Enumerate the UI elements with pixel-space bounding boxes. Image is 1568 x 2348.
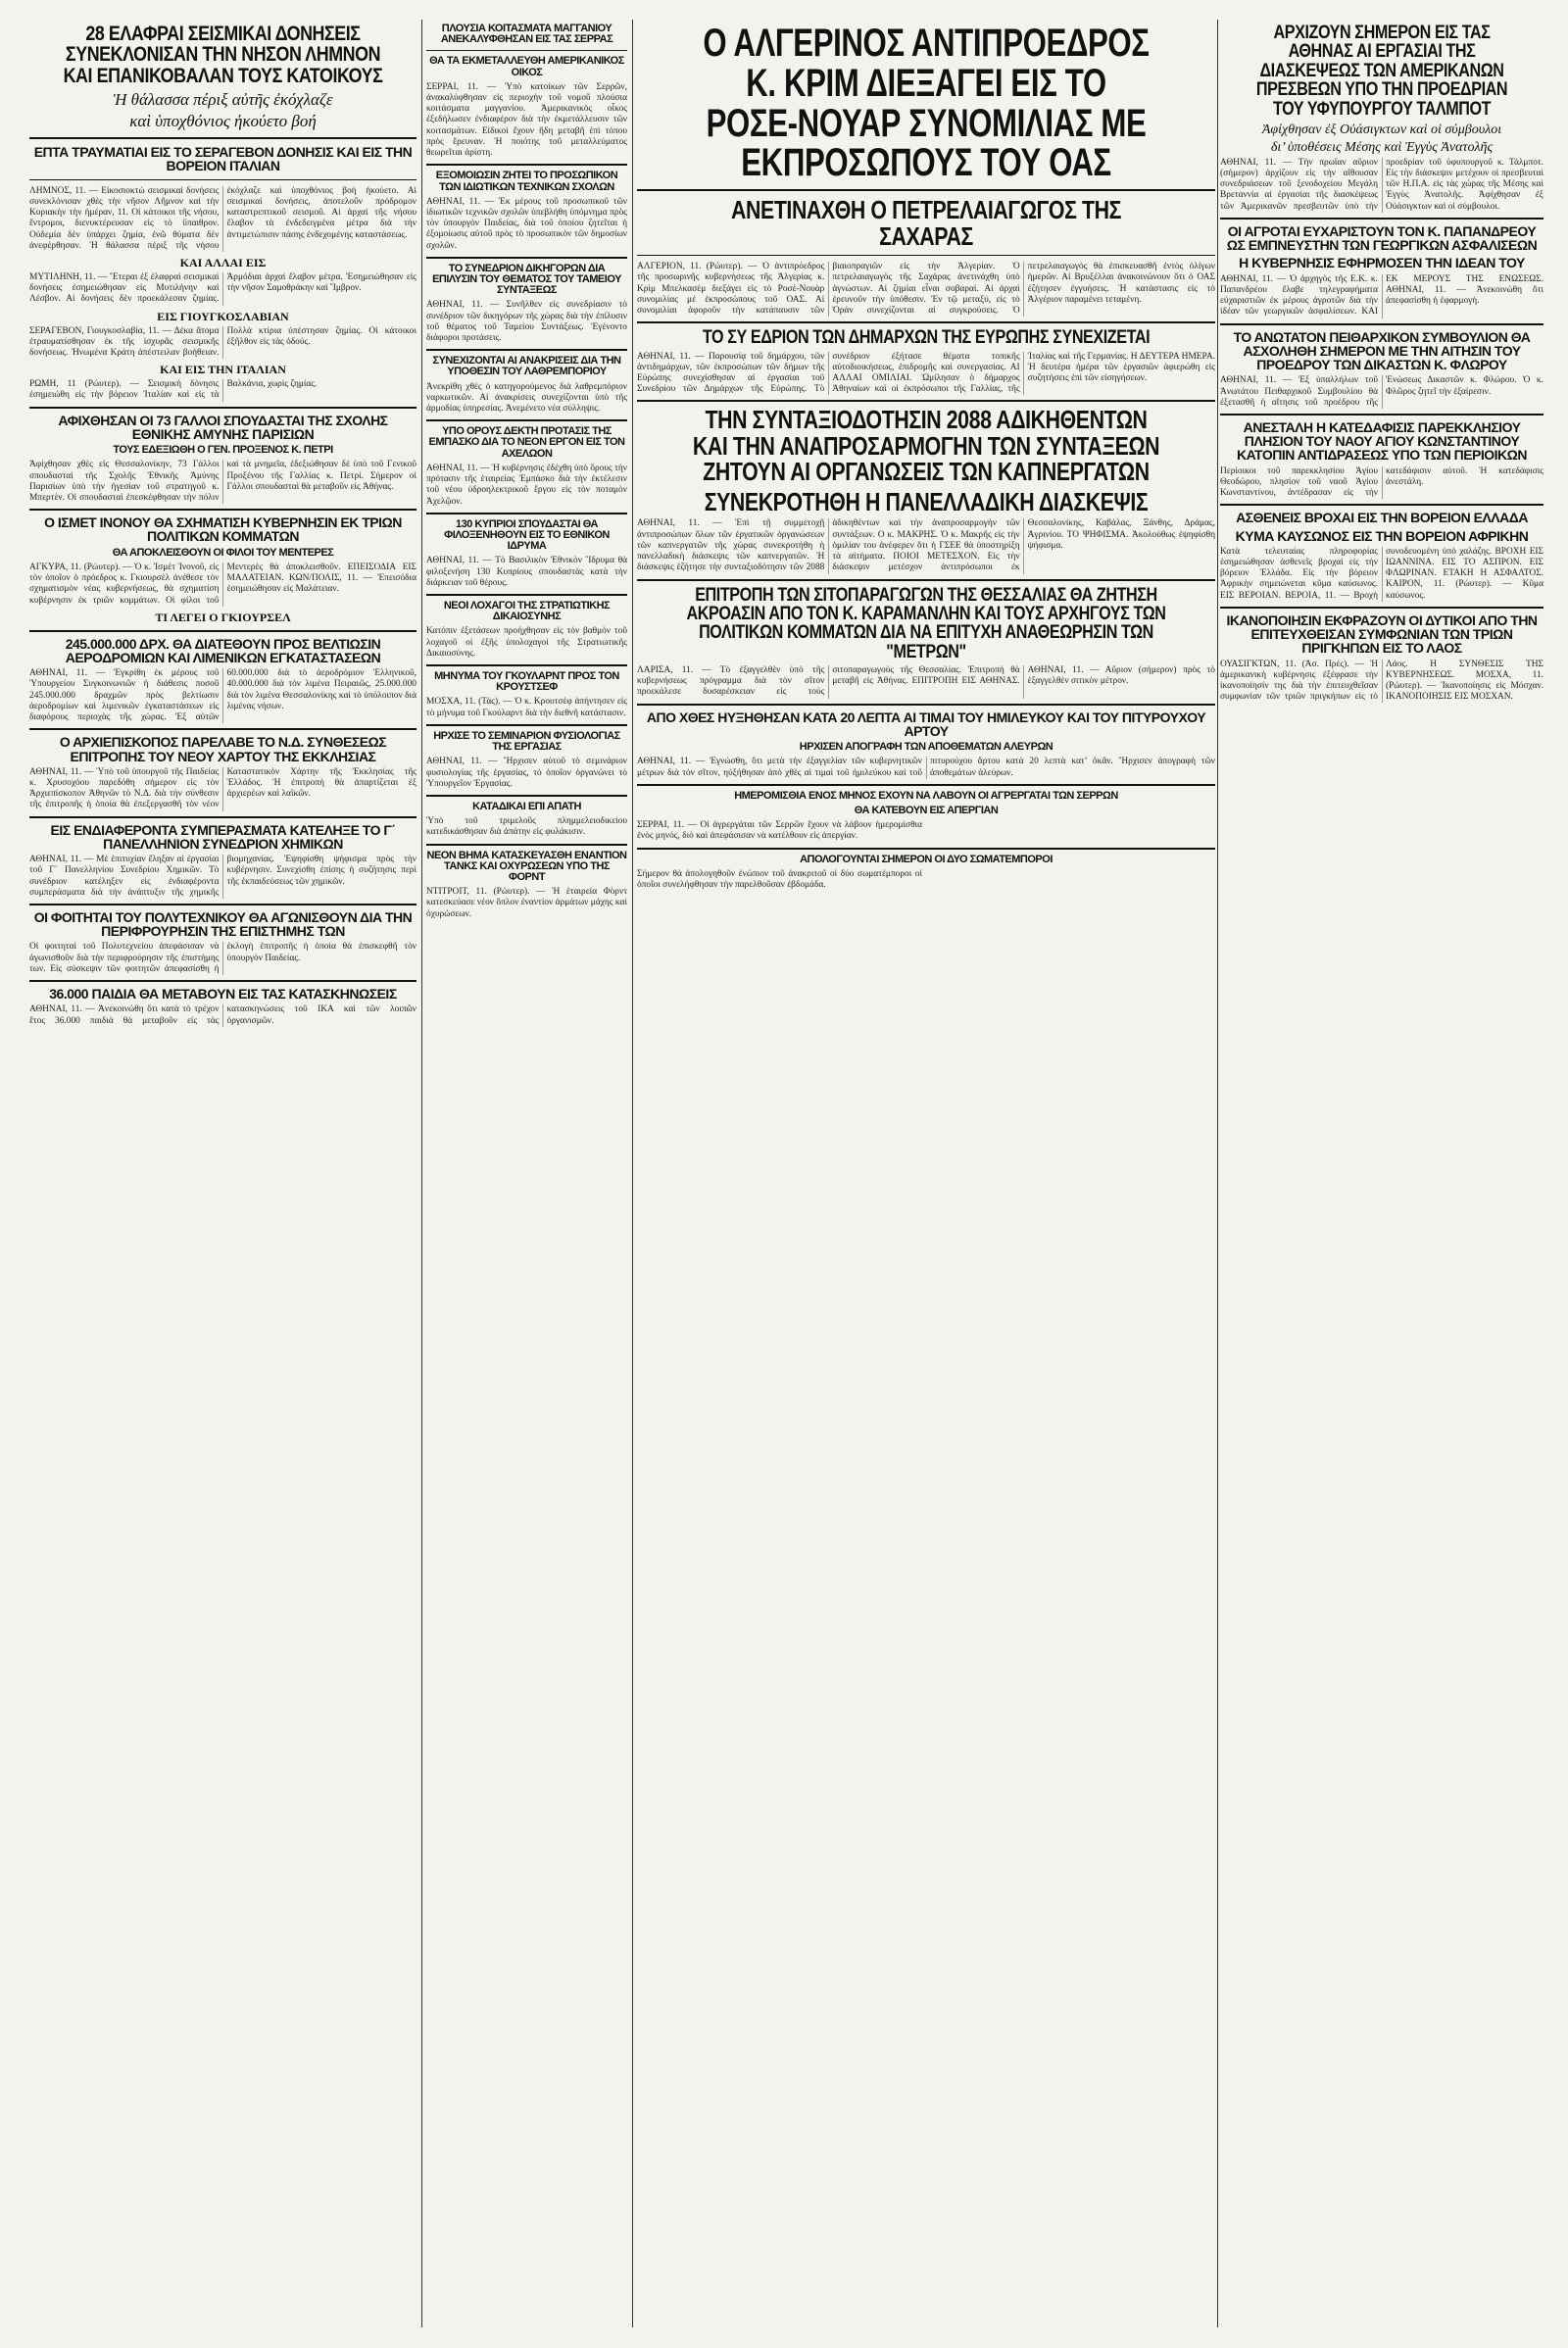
krim-article: ΑΛΓΕΡΙΟΝ, 11. (Ρώυτερ). — Ὁ ἀντιπρόεδρος τῆς προσωρινῆς κυβερνήσεως τῆς Ἀλγερίας κ. Κρὶμ Μπελκασὲμ διεξάγει εἰς τὸ Ροσὲ-Νουὰρ συνομιλίας μὲ ἐκπροσώπους τοῦ ΟΑΣ. Αἱ συνομιλίαι ἀφοροῦν τὴν κατάπαυσιν τῶν βιαιοπραγιῶν εἰς τὴν Ἀλγερίαν. Ὁ πετρελαιαγωγὸς τῆς Σαχάρας ἀνετινάχθη ὑπὸ ἀγνώστων. Αἱ ζημίαι εἶναι σοβαραί. Αἱ ἀρχαὶ ἐρευνοῦν τὴν ὑπόθεσιν. Ἐν τῷ μεταξύ, εἰς τὸ Ὀράν συνεχίζονται αἱ συγκρούσεις. Ὁ πετρελαιαγωγὸς θὰ ἐπισκευασθῆ ἐντὸς ὀλίγων ἡμερῶν. Αἱ Βρυξέλλαι ἀνακοινώνουν ὅτι ὁ ΟΑΣ ἐζήτησεν ἐγγυήσεις. Ἡ κατάστασις εἰς τὸ Ἀλγέριον παραμένει τεταμένη. — [637, 262, 1215, 317]
column-rule — [421, 20, 422, 2327]
khrushchev-headline: ΜΗΝΥΜΑ ΤΟΥ ΓΚΟΥΛΑΡΝΤ ΠΡΟΣ ΤΟΝ ΚΡΟΥΣΤΣΕΦ — [434, 670, 619, 694]
farmers-subhead: Η ΚΥΒΕΡΝΗΣΙΣ ΕΦΗΡΜΟΣΕΝ ΤΗΝ ΙΔΕΑΝ ΤΟΥ — [1239, 255, 1525, 271]
manganese-article: ΣΕΡΡΑΙ, 11. — Ὑπὸ κατοίκων τῶν Σερρῶν, ἀνακαλύφθησαν εἰς περιοχὴν τοῦ νομοῦ πλούσια κοιτάσματα μαγγανίου. Ἀμερικανικὸς οἶκος ἐξεδήλωσεν ἐνδιαφέρον διὰ τὴν ἐκμετάλλευσιν τῶν κοιτασμάτων. Εἰδικοὶ ἔχουν ἤδη μεταβῆ ἐπὶ τόπου πρὸς ἔρευναν. Ἡ ποιότης τοῦ μεταλλεύματος θεωρεῖται ἀρίστη. — [426, 81, 627, 159]
pensions-subhead: ΣΥΝΕΚΡΟΤΗΘΗ Η ΠΑΝΕΛΛΑΔΙΚΗ ΔΙΑΣΚΕΨΙΣ — [704, 486, 1149, 516]
krim-headline: Ο ΑΛΓΕΡΙΝΟΣ ΑΝΤΙΠΡΟΕΔΡΟΣ Κ. ΚΡΙΜ ΔΙΕΞΑΓΕΙ ΕΙΣ ΤΟ ΡΟΣΕ-ΝΟΥΑΡ ΣΥΝΟΜΙΛΙΑΣ ΜΕ ΕΚΠΡΟΣΩΠΟΥΣ ΤΟΥ ΟΑΣ — [703, 22, 1150, 185]
church-article: ΑΘΗΝΑΙ, 11. — Ὑπὸ τοῦ ὑπουργοῦ τῆς Παιδείας κ. Χρυσοχόου παρεδόθη σήμερον εἰς τὸν Ἀρχιεπίσκοπον Ἀθηνῶν τὸ Ν.Δ. διὰ τὴν σύνθεσιν τῆς ἐπιτροπῆς ἡ ὁποία θὰ ἐπεξεργασθῆ τὸν νέον Καταστατικὸν Χάρτην τῆς Ἐκκλησίας τῆς Ἑλλάδος. Ἡ ἐπιτροπὴ θὰ ἀπαρτίζεται ἐξ ἀρχιερέων καὶ λαϊκῶν. — [29, 766, 416, 810]
thessaly-headline: ΕΠΙΤΡΟΠΗ ΤΩΝ ΣΙΤΟΠΑΡΑΓΩΓΩΝ ΤΗΣ ΘΕΣΣΑΛΙΑΣ ΘΑ ΖΗΤΗΣΗ ΑΚΡΟΑΣΙΝ ΑΠΟ ΤΟΝ Κ. ΚΑΡΑΜΑΝΛΗΝ ΚΑΙ ΤΟΥΣ ΑΡΧΗΓΟΥΣ ΤΩΝ ΠΟΛΙΤΙΚΩΝ ΚΟΜΜΑΤΩΝ ΔΙΑ ΝΑ ΕΠΙΤΥΧΗ ΑΝΑΘΕΩΡΗΣΙΝ ΤΩΝ "ΜΕΤΡΩΝ" — [686, 584, 1166, 662]
column-4 — [1220, 20, 1544, 707]
manganese-headline: ΠΛΟΥΣΙΑ ΚΟΙΤΑΣΜΑΤΑ ΜΑΓΓΑΝΙΟΥ ΑΝΕΚΑΛΥΦΘΗΣΑΝ ΕΙΣ ΤΑΣ ΣΕΡΡΑΣ — [440, 23, 613, 46]
italy-article: ΡΩΜΗ, 11 (Ρώυτερ). — Σεισμικὴ δόνησις ἐσημειώθη εἰς τὴν βόρειον Ἰταλίαν καὶ εἰς τὰ Βαλκάνια, χωρὶς ζημίας. — [29, 379, 318, 401]
workers-subhead: ΘΑ ΚΑΤΕΒΟΥΝ ΕΙΣ ΑΠΕΡΓΙΑΝ — [854, 804, 999, 816]
quake-article: ΛΗΜΝΟΣ, 11. — Εἰκοσιοκτώ σεισμικαὶ δονήσεις συνεκλόνισαν χθὲς τὴν νῆσον Λῆμνον καὶ τὴν Κυριακὴν τὴν ἡμέραν, 11. Οἱ κάτοικοι τῆς νήσου, ἔντρομοι, διενυκτέρευσαν εἰς τὸ ὕπαιθρον. Οὐδεμία δὲν ὑπάρχει ζημία, ἐνῶ θύματα δὲν ἀνεφέρθησαν. Ἡ θάλασσα πέριξ τῆς νήσου ἐκόχλαζε καὶ ὑποχθόνιος βοὴ ἠκούετο. Αἱ σεισμικαὶ δονήσεις, ἀποτελοῦν πρόδρομον καταστρεπτικοῦ σεισμοῦ. Αἱ ἀρχαὶ τῆς νήσου ἔλαβον τὰ ἐνδεδειγμένα μέτρα διὰ τὴν ἀντιμετώπισιν πάσης ἐνδεχομένης καταστάσεως. — [29, 185, 416, 251]
pensions-headline: ΤΗΝ ΣΥΝΤΑΞΙΟΔΟΤΗΣΙΝ 2088 ΑΔΙΚΗΘΕΝΤΩΝ ΚΑΙ ΤΗΝ ΑΝΑΠΡΟΣΑΡΜΟΓΗΝ ΤΩΝ ΣΥΝΤΑΞΕΩΝ ΖΗΤΟΥΝ ΑΙ ΟΡΓΑΝΩΣΕΙΣ ΤΩΝ ΚΑΠΝΕΡΓΑΤΩΝ — [692, 405, 1160, 487]
krim-subhead: ΑΝΕΤΙΝΑΧΘΗ Ο ΠΕΤΡΕΛΑΙΑΓΩΓΟΣ ΤΗΣ ΣΑΧΑΡΑΣ — [731, 195, 1121, 251]
traders-article: Σήμερον θὰ ἀπολογηθοῦν ἐνώπιον τοῦ ἀνακριτοῦ οἱ δύο σωματέμποροι οἱ ὁποῖοι συνελήφθησαν τὴν παρελθοῦσαν ἑβδομάδα. — [637, 868, 922, 891]
cypriots-headline: 130 ΚΥΠΡΙΟΙ ΣΠΟΥΔΑΣΤΑΙ ΘΑ ΦΙΛΟΞΕΝΗΘΟΥΝ ΕΙΣ ΤΟ ΕΘΝΙΚΟΝ ΙΔΡΥΜΑ — [444, 517, 610, 553]
section-label: ΚΑΙ ΑΛΛΑΙ ΕΙΣ — [179, 255, 267, 269]
column-3 — [637, 20, 1215, 895]
mayors-article: ΑΘΗΝΑΙ, 11. — Παρουσίᾳ τοῦ δημάρχου, τῶν ἀντιδημάρχων, τῶν ἐκπροσώπων τῶν δήμων τῆς Εὐρώπης συνεχίσθησαν αἱ ἐργασίαι τοῦ Συνεδρίου τῶν Δημάρχων τῆς Εὐρώπης. Τὸ συνέδριον ἐξήτασε θέματα τοπικῆς αὐτοδιοικήσεως, ἐπιδρομῆς καὶ συνεργασίας. ΑΙ ΑΛΛΑΙ ΟΜΙΛΙΑΙ. Ὡμίλησαν ὁ δήμαρχος Ἀθηναίων καὶ οἱ ἐκπρόσωποι τῆς Γαλλίας, τῆς Ἰταλίας καὶ τῆς Γερμανίας. Η ΔΕΥΤΕΡΑ ΗΜΕΡΑ. Ἡ δευτέρα ἡμέρα τῶν ἐργασιῶν ἀφιερώθη εἰς συζητήσεις ἐπὶ τῶν εἰσηγήσεων. — [637, 351, 1215, 395]
chapel-article: Περίοικοι τοῦ παρεκκλησίου Ἁγίου Θεοδώρου, πλησίον τοῦ ναοῦ Ἁγίου Κωνσταντίνου, ἀντέδρασαν εἰς τὴν κατεδάφισιν αὐτοῦ. Ἡ κατεδάφισις ἀνεστάλη. — [1220, 465, 1544, 499]
judges-article: ΑΘΗΝΑΙ, 11. — Ἐξ ὑπαλλήλων τοῦ Ἀνωτάτου Πειθαρχικοῦ Συμβουλίου θὰ ἐξετασθῆ ἡ αἴτησις τοῦ προέδρου τῆς Ἑνώσεως Δικαστῶν κ. Φλώρου. Ὁ κ. Φλῶρος ζητεῖ τὴν ἐξαίρεσιν. — [1220, 375, 1544, 408]
camps-headline: 36.000 ΠΑΙΔΙΑ ΘΑ ΜΕΤΑΒΟΥΝ ΕΙΣ ΤΑΣ ΚΑΤΑΣΚΗΝΩΣΕΙΣ — [49, 986, 397, 1003]
embassy-subhead: Ἀφίχθησαν ἐξ Οὐάσιγκτων καὶ οἱ σύμβουλοι — [1261, 122, 1502, 137]
ford-headline: ΝΕΟΝ ΒΗΜΑ ΚΑΤΑΣΚΕΥΑΣΘΗ ΕΝΑΝΤΙΟΝ ΤΑΝΚΣ ΚΑΙ ΟΧΥΡΩΣΕΩΝ ΥΠΟ ΤΗΣ ΦΟΡΝΤ — [426, 849, 627, 883]
column-2 — [426, 20, 627, 924]
chapel-headline: ΑΝΕΣΤΑΛΗ Η ΚΑΤΕΔΑΦΙΣΙΣ ΠΑΡΕΚΚΛΗΣΙΟΥ ΠΛΗΣΙΟΝ ΤΟΥ ΝΑΟΥ ΑΓΙΟΥ ΚΩΝΣΤΑΝΤΙΝΟΥ ΚΑΤΟΠΙΝ ΑΝΤΙΔΡΑΣΕΩΣ ΥΠΟ ΤΩΝ ΠΕΡΙΟΙΚΩΝ — [1236, 418, 1527, 464]
acheloos-article: ΑΘΗΝΑΙ, 11. — Ἡ κυβέρνησις ἐδέχθη ὑπὸ ὅρους τὴν πρότασιν τῆς ἑταιρείας Ἐμπάσκο διὰ τὴν ἐκτέλεσιν τοῦ νέου ὑδροηλεκτρικοῦ ἔργου εἰς τὸν ποταμὸν Ἀχελῷον. — [426, 463, 627, 507]
mytilini-article: ΜΥΤΙΛΗΝΗ, 11. — Ἕτεραι ἐξ ἐλαφραὶ σεισμικαὶ δονήσεις ἐσημειώθησαν εἰς Μυτιλήνην καὶ Λέσβον. Αἱ δονήσεις δὲν προεκάλεσαν ζημίας. Ἁρμόδιαι ἀρχαὶ ἔλαβον μέτρα. Ἐσημειώθησαν εἰς τὴν νῆσον Σαμοθράκην καὶ Ἴμβρον. — [29, 271, 416, 305]
column-rule — [1217, 20, 1218, 2327]
traders-headline: ΑΠΟΛΟΓΟΥΝΤΑΙ ΣΗΜΕΡΟΝ ΟΙ ΔΥΟ ΣΩΜΑΤΕΜΠΟΡΟΙ — [800, 853, 1053, 865]
column-rule — [632, 20, 633, 2327]
chemists-headline: ΕΙΣ ΕΝΔΙΑΦΕΡΟΝΤΑ ΣΥΜΠΕΡΑΣΜΑΤΑ ΚΑΤΕΛΗΞΕ ΤΟ Γ΄ ΠΑΝΕΛΛΗΝΙΟΝ ΣΥΝΕΔΡΙΟΝ ΧΗΜΙΚΩΝ — [50, 821, 396, 852]
smuggling-headline: ΣΥΝΕΧΙΖΟΝΤΑΙ ΑΙ ΑΝΑΚΡΙΣΕΙΣ ΔΙΑ ΤΗΝ ΥΠΟΘΕΣΙΝ ΤΟΥ ΛΑΘΡΕΜΠΟΡΙΟΥ — [432, 355, 621, 378]
fraud-headline: ΚΑΤΑΔΙΚΑΙ ΕΠΙ ΑΠΑΤΗ — [472, 800, 581, 812]
ford-article: ΝΤΙΤΡΟΙΤ, 11. (Ρώυτερ). — Ἡ ἑταιρεία Φὸρντ κατεσκεύασε νέον ὅπλον ἐναντίον ἁρμάτων μάχης καὶ ὀχυρώσεων. — [426, 887, 627, 919]
inonu-article: ΑΓΚΥΡΑ, 11. (Ρώυτερ). — Ὁ κ. Ἰσμὲτ Ἰνονοῦ, εἰς τὸν ὁποῖον ὁ πρόεδρος κ. Γκιουρσὲλ ἀνέθεσε τὸν σχηματισμὸν νέας κυβερνήσεως, θὰ σχηματίση κυβέρνησιν ἐκ τριῶν κομμάτων. Οἱ φίλοι τοῦ Μεντερὲς θὰ ἀποκλεισθοῦν. ΕΠΕΙΣΟΔΙΑ ΕΙΣ ΜΑΛΑΤΕΙΑΝ. ΚΩΝ/ΠΟΛΙΣ, 11. — Ἐπεισόδια ἐσημειώθησαν εἰς Μαλάτειαν. — [29, 562, 416, 606]
inonu-subhead: ΘΑ ΑΠΟΚΛΕΙΣΘΟΥΝ ΟΙ ΦΙΛΟΙ ΤΟΥ ΜΕΝΤΕΡΕΣ — [112, 546, 334, 559]
bread-subhead: ΗΡΧΙΣΕΝ ΑΠΟΓΡΑΦΗ ΤΩΝ ΑΠΟΘΕΜΑΤΩΝ ΑΛΕΥΡΩΝ — [799, 741, 1054, 754]
bread-headline: ΑΠΟ ΧΘΕΣ ΗΥΞΗΘΗΣΑΝ ΚΑΤΑ 20 ΛΕΠΤΑ ΑΙ ΤΙΜΑΙ ΤΟΥ ΗΜΙΛΕΥΚΟΥ ΚΑΙ ΤΟΥ ΠΙΤΥΡΟΥΧΟΥ ΑΡΤΟΥ — [646, 709, 1206, 739]
farmers-headline: ΟΙ ΑΓΡΟΤΑΙ ΕΥΧΑΡΙΣΤΟΥΝ ΤΟΝ Κ. ΠΑΠΑΝΔΡΕΟΥ ΩΣ ΕΜΠΝΕΥΣΤΗΝ ΤΩΝ ΓΕΩΡΓΙΚΩΝ ΑΣΦΑΛΙΣΕΩΝ — [1226, 222, 1538, 254]
inonu-headline: Ο ΙΣΜΕΤ ΙΝΟΝΟΥ ΘΑ ΣΧΗΜΑΤΙΣΗ ΚΥΒΕΡΝΗΣΙΝ ΕΚ ΤΡΙΩΝ ΠΟΛΙΤΙΚΩΝ ΚΟΜΜΑΤΩΝ — [44, 514, 402, 545]
newspaper-page — [29, 20, 1544, 2327]
schools-headline: ΕΞΟΜΟΙΩΣΙΝ ΖΗΤΕΙ ΤΟ ΠΡΟΣΩΠΙΚΟΝ ΤΩΝ ΙΔΙΩΤΙΚΩΝ ΤΕΧΝΙΚΩΝ ΣΧΟΛΩΝ — [435, 170, 618, 193]
rain-headline: ΑΣΘΕΝΕΙΣ ΒΡΟΧΑΙ ΕΙΣ ΤΗΝ ΒΟΡΕΙΟΝ ΕΛΛΑΔΑ — [1236, 510, 1528, 526]
column-1 — [29, 20, 416, 1031]
seminar-headline: ΗΡΧΙΣΕ ΤΟ ΣΕΜΙΝΑΡΙΟΝ ΦΥΣΙΟΛΟΓΙΑΣ ΤΗΣ ΕΡΓΑΣΙΑΣ — [433, 729, 620, 754]
acheloos-headline: ΥΠΟ ΟΡΟΥΣ ΔΕΚΤΗ ΠΡΟΤΑΣΙΣ ΤΗΣ ΕΜΠΑΣΚΟ ΔΙΑ ΤΟ ΝΕΟΝ ΕΡΓΟΝ ΕΙΣ ΤΟΝ ΑΧΕΛΩΟΝ — [428, 425, 625, 460]
smuggling-article: Ἀνεκρίθη χθὲς ὁ κατηγορούμενος διὰ λαθρεμπόριον ναρκωτικῶν. Αἱ ἀνακρίσεις συνεχίζονται ὑπὸ τῆς ἀρμοδίας ὑπηρεσίας. Ἀνεμένετο νέα σύλληψις. — [426, 381, 627, 415]
lawyers-headline: ΤΟ ΣΥΝΕΔΡΙΟΝ ΔΙΚΗΓΟΡΩΝ ΔΙΑ ΕΠΙΛΥΣΙΝ ΤΟΥ ΘΕΜΑΤΟΣ ΤΟΥ ΤΑΜΕΙΟΥ ΣΥΝΤΑΞΕΩΣ — [432, 262, 621, 297]
yugoslavia-article: ΣΕΡΑΓΕΒΟΝ, Γιουγκοσλαβία, 11. — Δέκα ἄτομα ἐτραυματίσθησαν ἐκ τῆς ἰσχυρᾶς σεισμικῆς δονήσεως. Ἠνωμένα Κράτη ἀπέστειλαν βοήθειαν. Πολλὰ κτίρια ὑπέστησαν ζημίας. Οἱ κάτοικοι ἐξῆλθον εἰς τὰς ὁδούς. — [29, 325, 416, 358]
quake-subhead: Ἡ θάλασσα πέριξ αὐτῆς ἐκόχλαζε — [113, 90, 333, 110]
quake-subhead: καὶ ὑποχθόνιος ἠκούετο βοή — [129, 112, 317, 131]
workers-headline: ΗΜΕΡΟΜΙΣΘΙΑ ΕΝΟΣ ΜΗΝΟΣ ΕΧΟΥΝ ΝΑ ΛΑΒΟΥΝ ΟΙ ΑΓΡΕΡΓΑΤΑΙ ΤΩΝ ΣΕΡΡΩΝ — [734, 789, 1118, 802]
quake-headline-2: ΕΠΤΑ ΤΡΑΥΜΑΤΙΑΙ ΕΙΣ ΤΟ ΣΕΡΑΓΕΒΟΝ ΔΟΝΗΣΙΣ ΚΑΙ ΕΙΣ ΤΗΝ ΒΟΡΕΙΟΝ ΙΤΑΛΙΑΝ — [33, 144, 413, 174]
rain-subhead: ΚΥΜΑ ΚΑΥΣΩΝΟΣ ΕΙΣ ΤΗΝ ΒΟΡΕΙΟΝ ΑΦΡΙΚΗΝ — [1235, 527, 1529, 544]
judges-headline: ΤΟ ΑΝΩΤΑΤΟΝ ΠΕΙΘΑΡΧΙΚΟΝ ΣΥΜΒΟΥΛΙΟΝ ΘΑ ΑΣΧΟΛΗΘΗ ΣΗΜΕΡΟΝ ΜΕ ΤΗΝ ΑΙΤΗΣΙΝ ΤΟΥ ΠΡΟΕΔΡΟΥ ΤΩΝ ΔΙΚΑΣΤΩΝ Κ. ΦΛΩΡΟΥ — [1233, 328, 1531, 373]
military-article: Κατόπιν ἐξετάσεων προήχθησαν εἰς τὸν βαθμὸν τοῦ λοχαγοῦ οἱ ἐξῆς ὑπολοχαγοὶ τῆς Στρατιωτικῆς Δικαιοσύνης. — [426, 626, 627, 659]
rain-article: Κατὰ τελευταίας πληροφορίας ἐσημειώθησαν ἀσθενεῖς βροχαὶ εἰς τὴν βόρειον Ἑλλάδα. Εἰς τὴν βόρειον Ἀφρικὴν σημειώνεται κῦμα καύσωνος. ΕΙΣ ΒΕΡΟΙΑΝ. ΒΕΡΟΙΑ, 11. — Βροχὴ συνοδευομένη ὑπὸ χαλάζης. ΒΡΟΧΗ ΕΙΣ ΙΩΑΝΝΙΝΑ. ΕΙΣ ΤΟ ΑΣΠΡΟΝ. ΕΙΣ ΦΛΩΡΙΝΑΝ. ΕΤΑΚΗ Η ΑΣΦΑΛΤΟΣ. ΚΑΙΡΟΝ, 11. (Ρώυτερ). — Κῦμα καύσωνος. — [1220, 546, 1544, 601]
cypriots-article: ΑΘΗΝΑΙ, 11. — Τὸ Βασιλικὸν Ἐθνικὸν Ἵδρυμα θὰ φιλοξενήση 130 Κυπρίους σπουδαστὰς κατὰ τὴν διάρκειαν τοῦ θέρους. — [426, 556, 627, 588]
embassy-headline: ΑΡΧΙΖΟΥΝ ΣΗΜΕΡΟΝ ΕΙΣ ΤΑΣ ΑΘΗΝΑΣ ΑΙ ΕΡΓΑΣΙΑΙ ΤΗΣ ΔΙΑΣΚΕΨΕΩΣ ΤΩΝ ΑΜΕΡΙΚΑΝΩΝ ΠΡΕΣΒΕΩΝ ΥΠΟ ΤΗΝ ΠΡΟΕΔΡΙΑΝ ΤΟΥ ΥΦΥΠΟΥΡΓΟΥ ΤΑΛΜΠΟΤ — [1255, 23, 1508, 120]
camps-article: ΑΘΗΝΑΙ, 11. — Ἀνεκοινώθη ὅτι κατὰ τὸ τρέχον ἔτος 36.000 παιδιὰ θὰ μεταβοῦν εἰς τὰς κατασκηνώσεις τοῦ ΙΚΑ καὶ τῶν λοιπῶν ὀργανισμῶν. — [29, 1004, 416, 1026]
embassy-article: ΑΘΗΝΑΙ, 11. — Τὴν πρωΐαν αὔριον (σήμερον) ἀρχίζουν εἰς τὴν αἴθουσαν συνεδριάσεων τοῦ ξενοδοχείου Μεγάλη Βρεταννία αἱ ἐργασίαι τῆς διασκέψεως τῶν Ἀμερικανῶν πρεσβευτῶν ὑπὸ τὴν προεδρίαν τοῦ ὑφυπουργοῦ κ. Τάλμποτ. Εἰς τὴν διάσκεψιν μετέχουν οἱ πρεσβευταὶ τῶν Η.Π.Α. εἰς τὰς χώρας τῆς Μέσης καὶ Ἐγγὺς Ἀνατολῆς. Ἀφίχθησαν ἐξ Οὐάσιγκτων καὶ οἱ σύμβουλοι. — [1220, 157, 1544, 212]
thessaly-article: ΛΑΡΙΣΑ, 11. — Τὸ ἐξαγγελθὲν ὑπὸ τῆς κυβερνήσεως πρόγραμμα διὰ τὸν σῖτον προεκάλεσε δυσαρέσκειαν εἰς τοὺς σιτοπαραγωγοὺς τῆς Θεσσαλίας. Ἐπιτροπὴ θὰ μεταβῆ εἰς Ἀθήνας. ΕΠΙΤΡΟΠΗ ΕΙΣ ΑΘΗΝΑΣ. ΑΘΗΝΑΙ, 11. — Αὔριον (σήμερον) πρὸς τὸ ἑξαγγελθὲν σιτικὸν μέτρον. — [637, 665, 1215, 698]
embassy-subhead: δι’ ὑποθέσεις Μέσης καὶ Ἐγγὺς Ἀνατολῆς — [1270, 139, 1494, 155]
cadets-article: Ἀφίχθησαν χθὲς εἰς Θεσσαλονίκην, 73 Γάλλοι σπουδασταὶ τῆς Σχολῆς Ἐθνικῆς Ἀμύνης Παρισίων ὑπὸ τὴν ἡγεσίαν τοῦ στρατηγοῦ κ. Μπερτὲν. Οἱ σπουδασταὶ ἐπεσκέφθησαν τὴν πόλιν καὶ τὰ μνημεῖα, ἐδεξιώθησαν δὲ ὑπὸ τοῦ Γενικοῦ Προξένου τῆς Γαλλίας κ. Πετρί. Σήμερον οἱ Γάλλοι σπουδασταὶ θὰ μεταβοῦν εἰς Ἀθήνας. — [29, 460, 416, 503]
bread-article: ΑΘΗΝΑΙ, 11. — Ἐγνώσθη, ὅτι μετὰ τὴν ἐξαγγελίαν τῶν κυβερνητικῶν μέτρων διὰ τὸν σῖτον, ηὐξήθησαν ἀπὸ χθὲς αἱ τιμαὶ τοῦ ἡμιλεύκου καὶ τοῦ πιτυρούχου ἄρτου κατὰ 20 λεπτὰ κατ’ ὀκᾶν. Ἤρχισεν ἀπογραφὴ τῶν ἀποθεμάτων ἀλεύρων. — [637, 757, 1215, 778]
schools-article: ΑΘΗΝΑΙ, 11. — Ἐκ μέρους τοῦ προσωπικοῦ τῶν ἰδιωτικῶν τεχνικῶν σχολῶν ὑπεβλήθη ὑπόμνημα πρὸς τὸν ὑπουργὸν Παιδείας, διὰ τοῦ ὁποίου ζητεῖται ἡ ἐξομοίωσις αὐτοῦ πρὸς τὸ προσωπικὸν τῶν δημοσίων σχολῶν. — [426, 196, 627, 251]
pensions-article: ΑΘΗΝΑΙ, 11. — Ἐπὶ τῇ συμμετοχῇ ἀντιπροσώπων ὅλων τῶν ἐργατικῶν ὀργανώσεων τῶν καπνεργατῶν τῆς χώρας συνεκροτήθη ἡ πανελλαδικὴ διάσκεψις τῶν καπνεργατῶν. Ἡ διάσκεψις ἐζήτησε τὴν συνταξιοδότησιν τῶν 2088 ἀδικηθέντων καὶ τὴν ἀναπροσαρμογὴν τῶν συντάξεων. Ο κ. ΜΑΚΡΗΣ. Ὁ κ. Μακρῆς εἰς τὴν ὁμιλίαν του ἀνέφερεν ὅτι ἡ ΓΣΕΕ θὰ ὑποστηρίξη τὰ αἰτήματα. ΠΟΙΟΙ ΜΕΤΕΣΧΟΝ. Εἰς τὴν διάσκεψιν μετέσχον ἀντιπρόσωποι ἐκ Θεσσαλονίκης, Καβάλας, Ξάνθης, Δράμας, Ἀγρινίου. ΤΟ ΨΗΦΙΣΜΑ. Ἀκολούθως ἐψηφίσθη ψήφισμα. — [637, 518, 1215, 573]
mayors-headline: ΤΟ ΣΥ ΕΔΡΙΟΝ ΤΩΝ ΔΗΜΑΡΧΩΝ ΤΗΣ ΕΥΡΩΠΗΣ ΣΥΝΕΧΙΖΕΤΑΙ — [702, 327, 1151, 349]
ports-headline: 245.000.000 ΔΡΧ. ΘΑ ΔΙΑΤΕΘΟΥΝ ΠΡΟΣ ΒΕΛΤΙΩΣΙΝ ΑΕΡΟΔΡΟΜΙΩΝ ΚΑΙ ΛΙΜΕΝΙΚΩΝ ΕΓΚΑΤΑΣΤΑΣΕΩΝ — [65, 635, 381, 665]
seminar-article: ΑΘΗΝΑΙ, 11. — Ἤρχισεν αὐτοῦ τὸ σεμινάριον φυσιολογίας τῆς ἐργασίας, τὸ ὁποῖον ὀργανώνει τὸ Ὑπουργεῖον Ἐργασίας. — [426, 757, 627, 789]
polytechnic-article: Οἱ φοιτηταὶ τοῦ Πολυτεχνείου ἀπεφάσισαν νὰ ἀγωνισθοῦν διὰ τὴν περιφρούρησιν τῆς ἐπιστήμης των. Εἰς σύσκεψιν τῶν φοιτητῶν ἀπεφασίσθη ἡ ἐκλογὴ ἐπιτροπῆς ἡ ὁποία θὰ ἐπισκεφθῆ τὸν ὑπουργὸν Παιδείας. — [29, 942, 416, 974]
fraud-article: Ὑπὸ τοῦ τριμελοῦς πλημμελειοδικείου κατεδικάσθησαν διὰ ἀπάτην εἰς φυλάκισιν. — [426, 816, 627, 838]
cadets-headline: ΑΦΙΧΘΗΣΑΝ ΟΙ 73 ΓΑΛΛΟΙ ΣΠΟΥΔΑΣΤΑΙ ΤΗΣ ΣΧΟΛΗΣ ΕΘΝΙΚΗΣ ΑΜΥΝΗΣ ΠΑΡΙΣΙΩΝ — [58, 412, 388, 442]
ports-article: ΑΘΗΝΑΙ, 11. — Ἐγκρίθη ἐκ μέρους τοῦ Ὑπουργείου Συγκοινωνιῶν ἡ διάθεσις ποσοῦ 245.000.000 δραχμῶν πρὸς βελτίωσιν ἀεροδρομίων καὶ λιμενικῶν ἐγκαταστάσεων εἰς διαφόρους περιοχὰς τῆς χώρας. Ἐξ αὐτῶν 60.000.000 διὰ τὸ ἀεροδρόμιον Ἑλληνικοῦ, 40.000.000 διὰ τὸν λιμένα Πειραιῶς, 25.000.000 διὰ τὸν λιμένα Θεσσαλονίκης καὶ τὸ ὑπόλοιπον διὰ λιμένας νήσων. — [29, 668, 416, 723]
khrushchev-article: ΜΟΣΧΑ, 11. (Τάς). — Ὁ κ. Κρουτσὲφ ἀπήντησεν εἰς τὸ μήνυμα τοῦ Γκούλαρντ διὰ τὴν διεθνῆ κατάστασιν. — [426, 697, 627, 718]
manganese-subhead: ΘΑ ΤΑ ΕΚΜΕΤΑΛΛΕΥΘΗ ΑΜΕΡΙΚΑΝΙΚΟΣ ΟΙΚΟΣ — [429, 55, 624, 78]
laos-headline: ΙΚΑΝΟΠΟΙΗΣΙΝ ΕΚΦΡΑΖΟΥΝ ΟΙ ΔΥΤΙΚΟΙ ΑΠΟ ΤΗΝ ΕΠΙΤΕΥΧΘΕΙΣΑΝ ΣΥΜΦΩΝΙΑΝ ΤΩΝ ΤΡΙΩΝ ΠΡΙΓΚΗΠΩΝ ΕΙΣ ΤΟ ΛΑΟΣ — [1226, 611, 1538, 657]
workers-article: ΣΕΡΡΑΙ, 11. — Οἱ ἀγρεργάται τῶν Σερρῶν ἔχουν νὰ λάβουν ἡμερομίσθια ἑνὸς μηνός, διὸ καὶ ἀπεφάσισαν νὰ κατέλθουν εἰς ἀπεργίαν. — [637, 820, 922, 842]
polytechnic-headline: ΟΙ ΦΟΙΤΗΤΑΙ ΤΟΥ ΠΟΛΥΤΕΧΝΙΚΟΥ ΘΑ ΑΓΩΝΙΣΘΟΥΝ ΔΙΑ ΤΗΝ ΠΕΡΙΦΡΟΥΡΗΣΙΝ ΤΗΣ ΕΠΙΣΤΗΜΗΣ ΤΩΝ — [33, 908, 413, 940]
section-label: ΤΙ ΛΕΓΕΙ Ο ΓΚΙΟΥΡΣΕΛ — [155, 610, 291, 624]
lawyers-article: ΑΘΗΝΑΙ, 11. — Συνῆλθεν εἰς συνεδρίασιν τὸ συνέδριον τῶν δικηγόρων τῆς χώρας διὰ τὴν ἐπίλυσιν τοῦ θέματος τοῦ Ταμείου Συντάξεως. Ἐγένοντο διάφοροι προτάσεις. — [426, 300, 627, 344]
laos-article: ΟΥΑΣΙΓΚΤΩΝ, 11. (Ἀσ. Πρές). — Ἡ ἀμερικανικὴ κυβέρνησις ἐξέφρασε τὴν ἱκανοποίησίν της διὰ τὴν ἐπιτευχθεῖσαν συμφωνίαν τῶν τριῶν πριγκήπων εἰς τὸ Λάος. Η ΣΥΝΘΕΣΙΣ ΤΗΣ ΚΥΒΕΡΝΗΣΕΩΣ. ΜΟΣΧΑ, 11. (Ρώυτερ). — Ἱκανοποίησις εἰς Μόσχαν. ΙΚΑΝΟΠΟΙΗΣΙΣ ΕΙΣ ΜΟΣΧΑΝ. — [1220, 659, 1544, 703]
military-headline: ΝΕΟΙ ΛΟΧΑΓΟΙ ΤΗΣ ΣΤΡΑΤΙΩΤΙΚΗΣ ΔΙΚΑΙΟΣΥΝΗΣ — [443, 600, 611, 623]
cadets-subhead: ΤΟΥΣ ΕΔΕΞΙΩΘΗ Ο ΓΕΝ. ΠΡΟΞΕΝΟΣ Κ. ΠΕΤΡΙ — [113, 444, 333, 457]
farmers-article: ΑΘΗΝΑΙ, 11. — Ὁ ἀρχηγὸς τῆς Ε.Κ. κ. Παπανδρέου ἔλαβε τηλεγραφήματα εὐχαριστιῶν ἐκ μέρους ἀγροτῶν διὰ τὴν ἰδέαν τῶν γεωργικῶν ἀσφαλίσεων. ΚΑΙ ΕΚ ΜΕΡΟΥΣ ΤΗΣ ΕΝΩΣΕΩΣ. ΑΘΗΝΑΙ, 11. — Ἀνεκοινώθη ὅτι ἀπεφασίσθη ἡ ἐφαρμογή. — [1220, 273, 1544, 318]
church-headline: Ο ΑΡΧΙΕΠΙΣΚΟΠΟΣ ΠΑΡΕΛΑΒΕ ΤΟ Ν.Δ. ΣΥΝΘΕΣΕΩΣ ΕΠΙΤΡΟΠΗΣ ΤΟΥ ΝΕΟΥ ΧΑΡΤΟΥ ΤΗΣ ΕΚΚΛΗΣΙΑΣ — [59, 734, 387, 764]
section-label: ΕΙΣ ΓΙΟΥΓΚΟΣΛΑΒΙΑΝ — [157, 309, 289, 323]
chemists-article: ΑΘΗΝΑΙ, 11. — Μὲ ἐπιτυχίαν ἔληξαν αἱ ἐργασίαι τοῦ Γ΄ Πανελληνίου Συνεδρίου Χημικῶν. Τὸ συνέδριον κατέληξεν εἰς ἐνδιαφέροντα συμπεράσματα διὰ τὴν ἀνάπτυξιν τῆς χημικῆς βιομηχανίας. Ἐψηφίσθη ψήφισμα πρὸς τὴν κυβέρνησιν. Συνεχίσθη ἐπίσης ἡ συζήτησις περὶ τῆς ἐκπαιδεύσεως τῶν χημικῶν. — [29, 855, 416, 898]
section-label: ΚΑΙ ΕΙΣ ΤΗΝ ΙΤΑΛΙΑΝ — [160, 363, 286, 377]
quake-headline: 28 ΕΛΑΦΡΑΙ ΣΕΙΣΜΙΚΑΙ ΔΟΝΗΣΕΙΣ ΣΥΝΕΚΛΟΝΙΣΑΝ ΤΗΝ ΝΗΣΟΝ ΛΗΜΝΟΝ ΚΑΙ ΕΠΑΝΙΚΟΒΑΛΑΝ ΤΟΥΣ ΚΑΤΟΙΚΟΥΣ — [63, 23, 383, 87]
